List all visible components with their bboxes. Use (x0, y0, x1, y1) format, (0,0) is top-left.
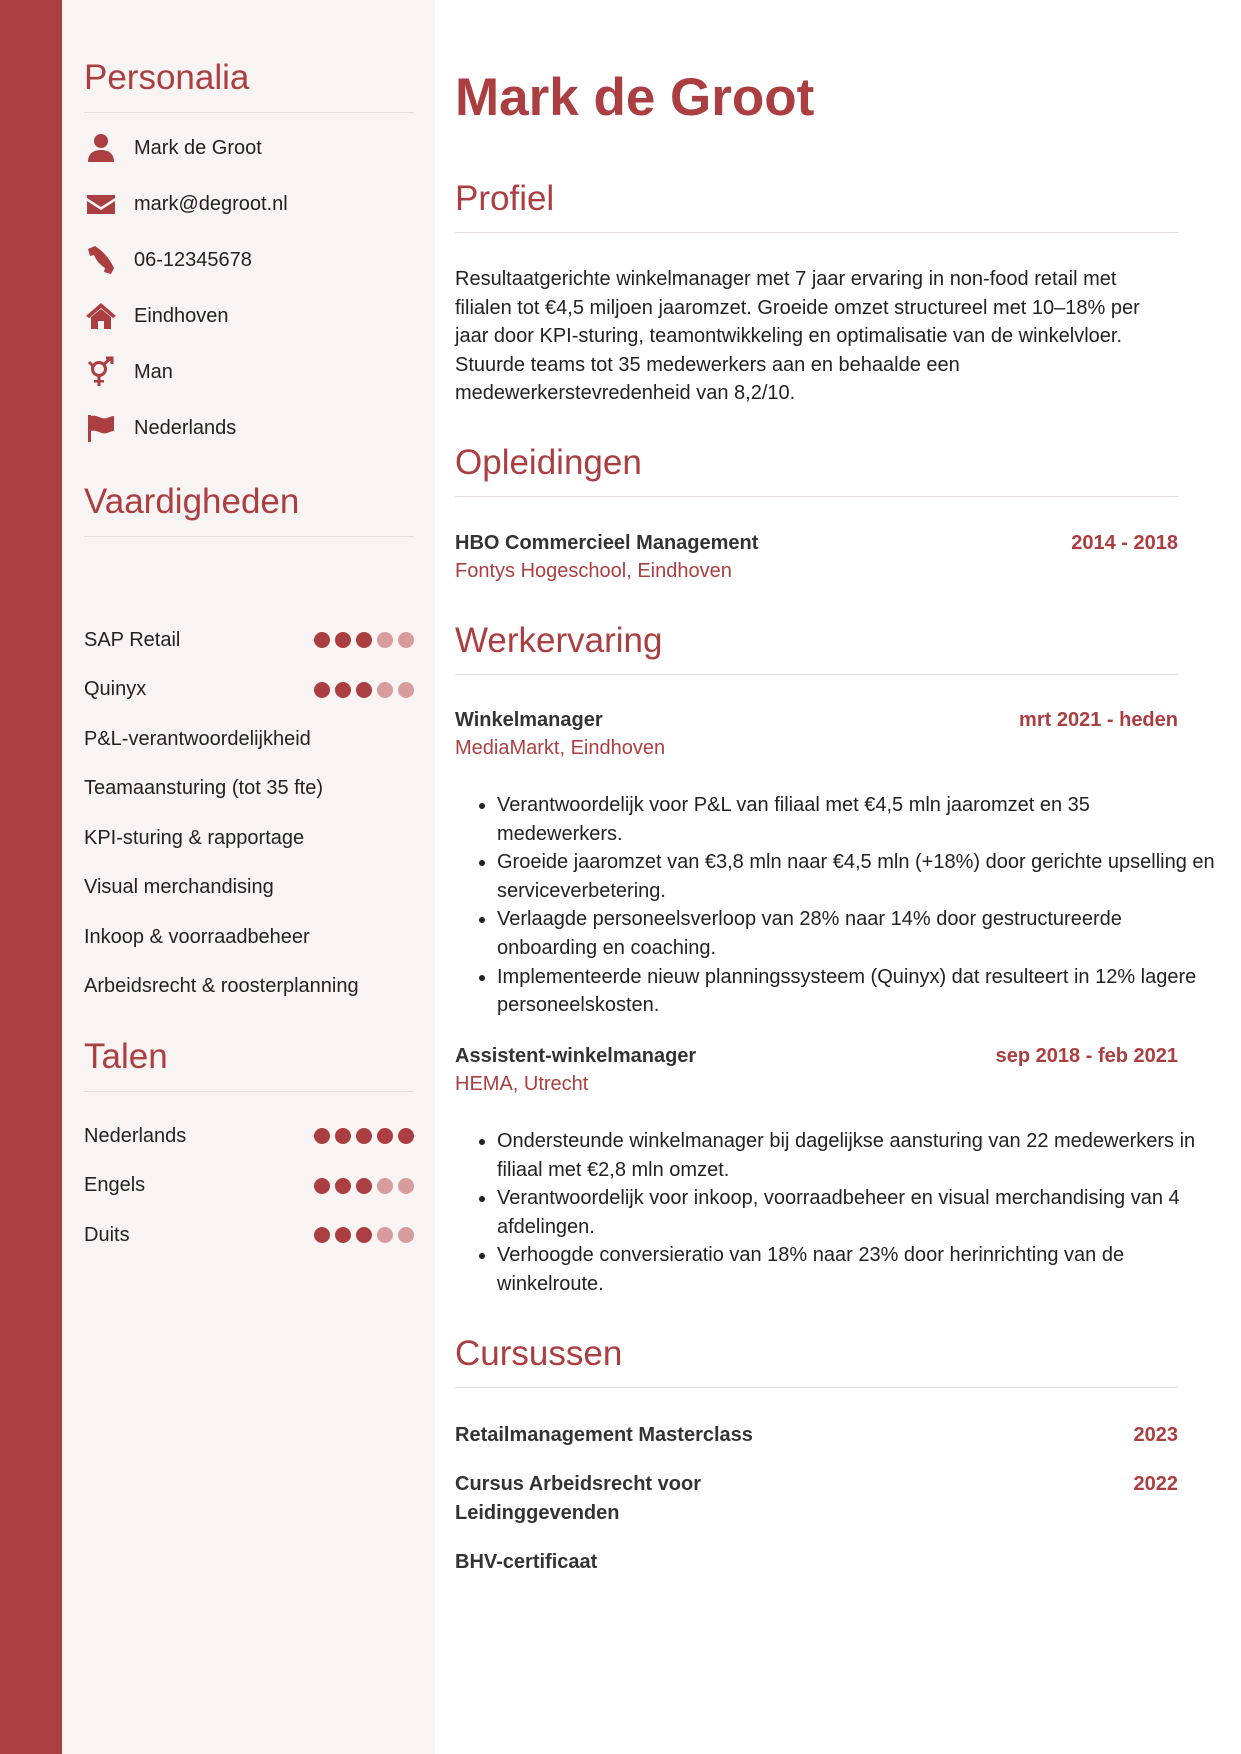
work-title: Assistent-winkelmanager (455, 1045, 697, 1067)
work-bullet: • Ondersteunde winkelmanager bij dagelijkse aansturing van 22 medewerkers in filiaal met €2,8 mln omzet. (497, 1127, 1220, 1184)
personal-item-phone (84, 240, 252, 280)
skill-name: Visual merchandising (84, 876, 274, 898)
language-rating (314, 1227, 414, 1243)
accent-stripe (0, 0, 62, 1754)
language-name: Nederlands (84, 1124, 187, 1147)
skill-name: Inkoop & voorraadbeheer (84, 925, 310, 948)
skill-row (84, 724, 414, 754)
rating-dot (335, 1178, 351, 1194)
education-institution: Fontys Hogeschool, Eindhoven (455, 560, 732, 582)
skill-row (84, 675, 414, 705)
rating-dot (314, 682, 330, 698)
flag-icon (84, 411, 118, 445)
envelope-icon (84, 187, 118, 221)
education-title: HBO Commercieel Management (455, 532, 759, 554)
courses-heading: Cursussen (455, 1333, 1178, 1388)
rating-dot (356, 1227, 372, 1243)
course-year: 2023 (1133, 1424, 1178, 1446)
work-bullet: • Groeide jaaromzet van €3,8 mln naar €4,5 mln (+18%) door gerichte upselling en serviceverbetering. (497, 848, 1220, 905)
rating-dot (335, 632, 351, 648)
work-date: mrt 2021 - heden (1019, 709, 1178, 731)
languages-heading: Talen (84, 1037, 414, 1092)
rating-dot (398, 1227, 414, 1243)
candidate-name: Mark de Groot (455, 68, 815, 127)
skill-row (84, 873, 414, 903)
course-title: BHV-certificaat (455, 1551, 598, 1573)
work-bullets (455, 791, 1220, 1020)
rating-dot (377, 1128, 393, 1144)
rating-dot (398, 682, 414, 698)
skill-name: Teamaansturing (tot 35 fte) (84, 777, 324, 799)
language-rating (314, 1128, 414, 1144)
personal-item-nationality (84, 408, 236, 448)
education-entry-head (455, 529, 1178, 557)
work-bullets (455, 1127, 1220, 1299)
rating-dot (356, 1178, 372, 1194)
skill-row (84, 922, 414, 952)
phone-icon (84, 243, 118, 277)
skill-name: Quinyx (84, 678, 147, 700)
work-bullet: • Implementeerde nieuw planningssysteem (Quinyx) dat resulteert in 12% lagere personeelskosten. (497, 963, 1220, 1020)
skill-row (84, 625, 414, 655)
rating-dot (314, 1128, 330, 1144)
course-title: Cursus Arbeidsrecht voor Leidinggevenden (455, 1473, 701, 1524)
work-bullet: • Verhoogde conversieratio van 18% naar 23% door herinrichting van de winkelroute. (497, 1241, 1220, 1298)
rating-dot (398, 632, 414, 648)
work-entry-head (455, 1042, 1178, 1070)
personal-gender-text: Man (134, 360, 173, 383)
work-bullet: • Verantwoordelijk voor P&L van filiaal met €4,5 mln jaaromzet en 35 medewerkers. (497, 791, 1220, 848)
rating-dot (377, 1227, 393, 1243)
course-item (455, 1548, 1178, 1577)
profile-text: Resultaatgerichte winkelmanager met 7 jaar ervaring in non-food retail met filialen tot €4,5 miljoen jaaromzet. Groeide omzet structureel met 10–18% per jaar door KPI-sturing, teamontwikkeling en optimalisatie van de winkelvloer. Stuurde teams tot 35 medewerkers aan en behaalde een medewerkerstevredenheid van 8,2/10. (455, 268, 1140, 405)
course-year: 2022 (1133, 1473, 1178, 1495)
personal-item-city (84, 296, 229, 336)
rating-dot (377, 1178, 393, 1194)
rating-dot (377, 632, 393, 648)
education-date: 2014 - 2018 (1071, 532, 1178, 554)
language-rating (314, 1178, 414, 1194)
profile-heading: Profiel (455, 178, 1178, 233)
skill-name: SAP Retail (84, 628, 181, 651)
rating-dot (335, 1227, 351, 1243)
rating-dot (314, 632, 330, 648)
sidebar (62, 0, 435, 1754)
rating-dot (335, 1128, 351, 1144)
work-date: sep 2018 - feb 2021 (995, 1045, 1178, 1067)
skill-row (84, 774, 414, 804)
rating-dot (335, 682, 351, 698)
language-row (84, 1121, 414, 1151)
personal-phone-text: 06-12345678 (134, 248, 252, 271)
user-icon (84, 131, 118, 165)
skill-rating (314, 682, 414, 698)
education-heading: Opleidingen (455, 442, 1178, 497)
home-icon (84, 299, 118, 333)
work-title: Winkelmanager (455, 709, 603, 731)
rating-dot (314, 1178, 330, 1194)
personal-name-text: Mark de Groot (134, 136, 262, 159)
language-name: Engels (84, 1174, 146, 1196)
personalia-heading: Personalia (84, 58, 414, 113)
personal-email-text: mark@degroot.nl (134, 192, 288, 215)
personal-item-email (84, 184, 288, 224)
rating-dot (356, 632, 372, 648)
work-bullet: • Verlaagde personeelsverloop van 28% naar 14% door gestructureerde onboarding en coaching. (497, 905, 1220, 962)
skill-row (84, 823, 414, 853)
gender-icon (84, 355, 118, 389)
personal-item-gender (84, 352, 173, 392)
work-company: HEMA, Utrecht (455, 1073, 589, 1095)
work-entry-head (455, 706, 1178, 734)
work-company: MediaMarkt, Eindhoven (455, 737, 666, 759)
personal-item-name (84, 128, 262, 168)
skill-rating (314, 632, 414, 648)
course-item (455, 1421, 1178, 1450)
rating-dot (314, 1227, 330, 1243)
work-heading: Werkervaring (455, 620, 1178, 675)
skill-name: KPI-sturing & rapportage (84, 826, 305, 849)
course-item (455, 1470, 1178, 1527)
rating-dot (356, 682, 372, 698)
skills-heading: Vaardigheden (84, 482, 414, 537)
skill-name: Arbeidsrecht & roosterplanning (84, 975, 359, 997)
rating-dot (398, 1178, 414, 1194)
language-row (84, 1220, 414, 1250)
rating-dot (377, 682, 393, 698)
rating-dot (398, 1128, 414, 1144)
language-name: Duits (84, 1223, 130, 1246)
skill-name: P&L-verantwoordelijkheid (84, 727, 311, 750)
personal-city-text: Eindhoven (134, 304, 229, 327)
rating-dot (356, 1128, 372, 1144)
language-row (84, 1171, 414, 1201)
work-bullet: • Verantwoordelijk voor inkoop, voorraadbeheer en visual merchandising van 4 afdelingen. (497, 1184, 1220, 1241)
skill-row (84, 972, 414, 1002)
personal-nationality-text: Nederlands (134, 416, 237, 439)
course-title: Retailmanagement Masterclass (455, 1424, 753, 1446)
